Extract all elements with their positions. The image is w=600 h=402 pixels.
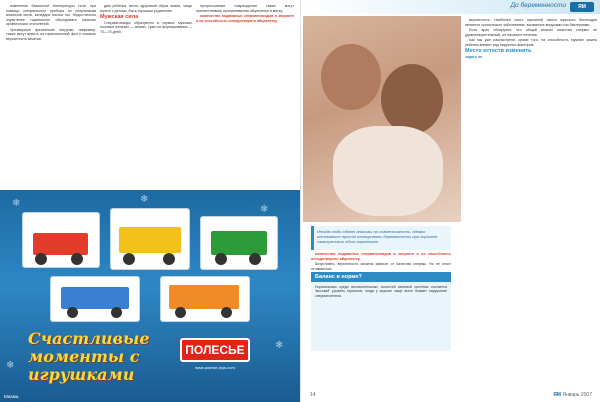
issue-date: Январь 2007 bbox=[562, 392, 592, 398]
section-title: До беременности bbox=[510, 2, 566, 9]
toy-image bbox=[50, 276, 140, 322]
brand-logo[interactable]: ПОЛЕСЬЕ bbox=[180, 338, 250, 362]
section-heading: Мужская сила bbox=[100, 14, 139, 20]
snowflake-icon: ❄ bbox=[140, 194, 149, 205]
issue-label: ЯМ bbox=[553, 392, 561, 398]
info-box-text: Нормальным среди воспалительных полостей мочевой системы считается 'высокий' уровень гормонов, когда у мужчин чаще всего бывает нарушение сперматогенеза. bbox=[311, 282, 451, 351]
footer bbox=[300, 390, 600, 402]
paragraph: прогрессивные повреждения также могут препятствовать проникновению яйцеклетки в матку. bbox=[196, 4, 294, 13]
photo-caption: Иногда люди сдают анализы на совместимость, однако оптимально просто планировать беременность при хорошем самочувствии обоих партнеров. bbox=[311, 226, 451, 250]
toy-image bbox=[22, 212, 100, 268]
ad-title: Счастливые моменты с игрушками bbox=[28, 329, 150, 384]
left-column-3 bbox=[196, 4, 294, 190]
magazine-logo: ЯМ bbox=[570, 2, 594, 12]
snowflake-icon: ❄ bbox=[12, 198, 21, 209]
snowflake-icon: ❄ bbox=[260, 204, 269, 215]
right-column-2 bbox=[465, 18, 597, 368]
paragraph: изменение базальной температуры тела, при помощи специального прибора по результатам анализов мочи, каледаре мытья ног. Недостаточно очувствлее тщательнее обследовать наличие органических отклонений. bbox=[6, 4, 96, 26]
info-box-title: Баланс в норме? bbox=[311, 272, 451, 282]
page-number: 14 bbox=[310, 392, 316, 398]
page-number-left: Маама bbox=[4, 394, 19, 399]
issue-info bbox=[553, 392, 592, 398]
paragraph: вероятность. Наиболее часто причиной такого мужского бесплодия является хроническое заболевание, вызванное вирусами или бактериями. bbox=[465, 18, 597, 27]
toy-image bbox=[160, 276, 250, 322]
paragraph: дим ребенка, вести здоровый образ жизни, чаще играть с детьми, быть хорошим родителем. bbox=[100, 4, 192, 13]
toy-advertisement[interactable] bbox=[0, 190, 300, 402]
left-column-2 bbox=[100, 4, 192, 190]
section-subheading: задать ля bbox=[465, 54, 483, 59]
info-box bbox=[311, 272, 451, 352]
left-column-1 bbox=[6, 4, 96, 190]
snowflake-icon: ❄ bbox=[275, 340, 284, 351]
section-heading: Место естеств изменить bbox=[465, 48, 532, 54]
highlighted-paragraph: количество подвижных сперматозоидов в эякуляте и их способность оплодотворить яйцеклетку bbox=[196, 14, 294, 23]
brand-url[interactable]: www.polesie-toys.com bbox=[195, 365, 235, 370]
paragraph: Безусловно, вероятность зачатия зависит от качества спермы. Но не стоит отчаиваться. bbox=[311, 262, 451, 271]
paragraph: Как мы уже рассмотрели, кроме того, на способность мужчин зачать ребенка влияют ряд наружных факторов. bbox=[465, 38, 597, 47]
paragraph: Чрезмерные физические нагрузки, например, также могут влиять на гормональный фон и снижать вероятность зачатия. bbox=[6, 27, 96, 41]
couple-photo bbox=[303, 16, 461, 222]
snowflake-icon: ❄ bbox=[6, 360, 15, 371]
toy-image bbox=[110, 208, 190, 270]
highlighted-paragraph: количество подвижных сперматозоидов в эякуляте и их способность оплодотворить яйцеклетку. bbox=[311, 252, 451, 261]
toy-image bbox=[200, 216, 278, 270]
paragraph: Сперматозоиды образуются в первых мужских половых железах — яичках. Цикл их формирования — 70—75 дней. bbox=[100, 20, 192, 34]
right-column-1 bbox=[311, 252, 451, 272]
right-page bbox=[300, 0, 600, 402]
paragraph: Если врач обнаружит, что общий анализ качества спермы не удовлетворительный, он назначит лечение. bbox=[465, 28, 597, 37]
